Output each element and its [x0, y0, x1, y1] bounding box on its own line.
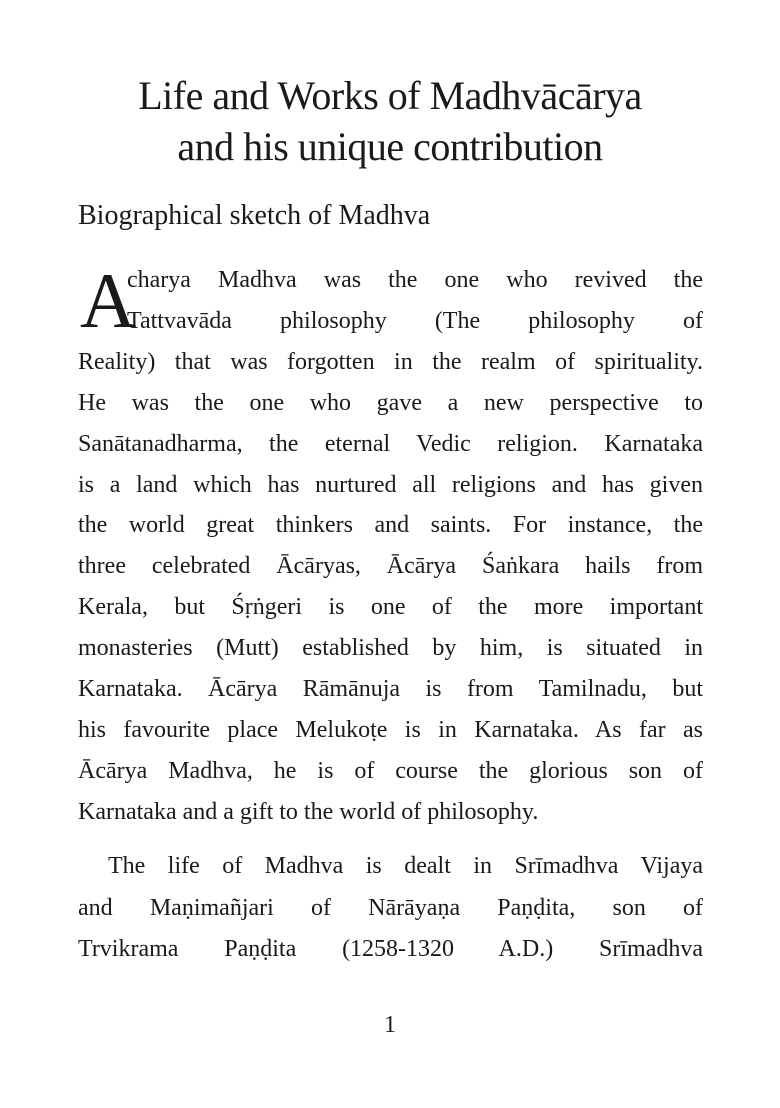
text-line: Tattvavāda philosophy (The philosophy of	[127, 307, 703, 334]
drop-cap: A	[80, 257, 137, 344]
text-line: Kerala, but Śṛṅgeri is one of the more important	[78, 594, 703, 621]
text-line: Ācārya Madhva, he is of course the glorious son of	[78, 757, 703, 784]
section-heading: Biographical sketch of Madhva	[78, 200, 431, 231]
text-line: Karnataka and a gift to the world of philosophy.	[78, 798, 539, 825]
page-number: 1	[384, 1012, 396, 1038]
text-line: and Maṇimañjari of Nārāyaṇa Paṇḍita, son of	[78, 894, 703, 921]
text-line: the world great thinkers and saints. For instance, the	[78, 512, 703, 539]
text-line: Sanātanadharma, the eternal Vedic religion. Karnataka	[78, 430, 703, 457]
text-line: his favourite place Melukoṭe is in Karnataka. As far as	[78, 716, 703, 743]
text-line: charya Madhva was the one who revived the	[127, 267, 703, 293]
text-line: is a land which has nurtured all religions and has given	[78, 471, 703, 498]
text-line: He was the one who gave a new perspective to	[78, 389, 703, 416]
text-line: monasteries (Mutt) established by him, is situated in	[78, 635, 703, 662]
text-line: The life of Madhva is dealt in Srīmadhva Vijaya	[108, 853, 703, 879]
text-line: Karnataka. Ācārya Rāmānuja is from Tamilnadu, but	[78, 676, 703, 702]
chapter-title-line-2: and his unique contribution	[177, 124, 603, 169]
text-line: three celebrated Ācāryas, Ācārya Śaṅkara hails from	[78, 553, 703, 580]
chapter-title-line-1: Life and Works of Madhvācārya	[138, 73, 642, 118]
text-line: Reality) that was forgotten in the realm of spirituality.	[78, 348, 703, 375]
text-line: Trvikrama Paṇḍita (1258-1320 A.D.) Srīmadhva	[78, 936, 703, 962]
